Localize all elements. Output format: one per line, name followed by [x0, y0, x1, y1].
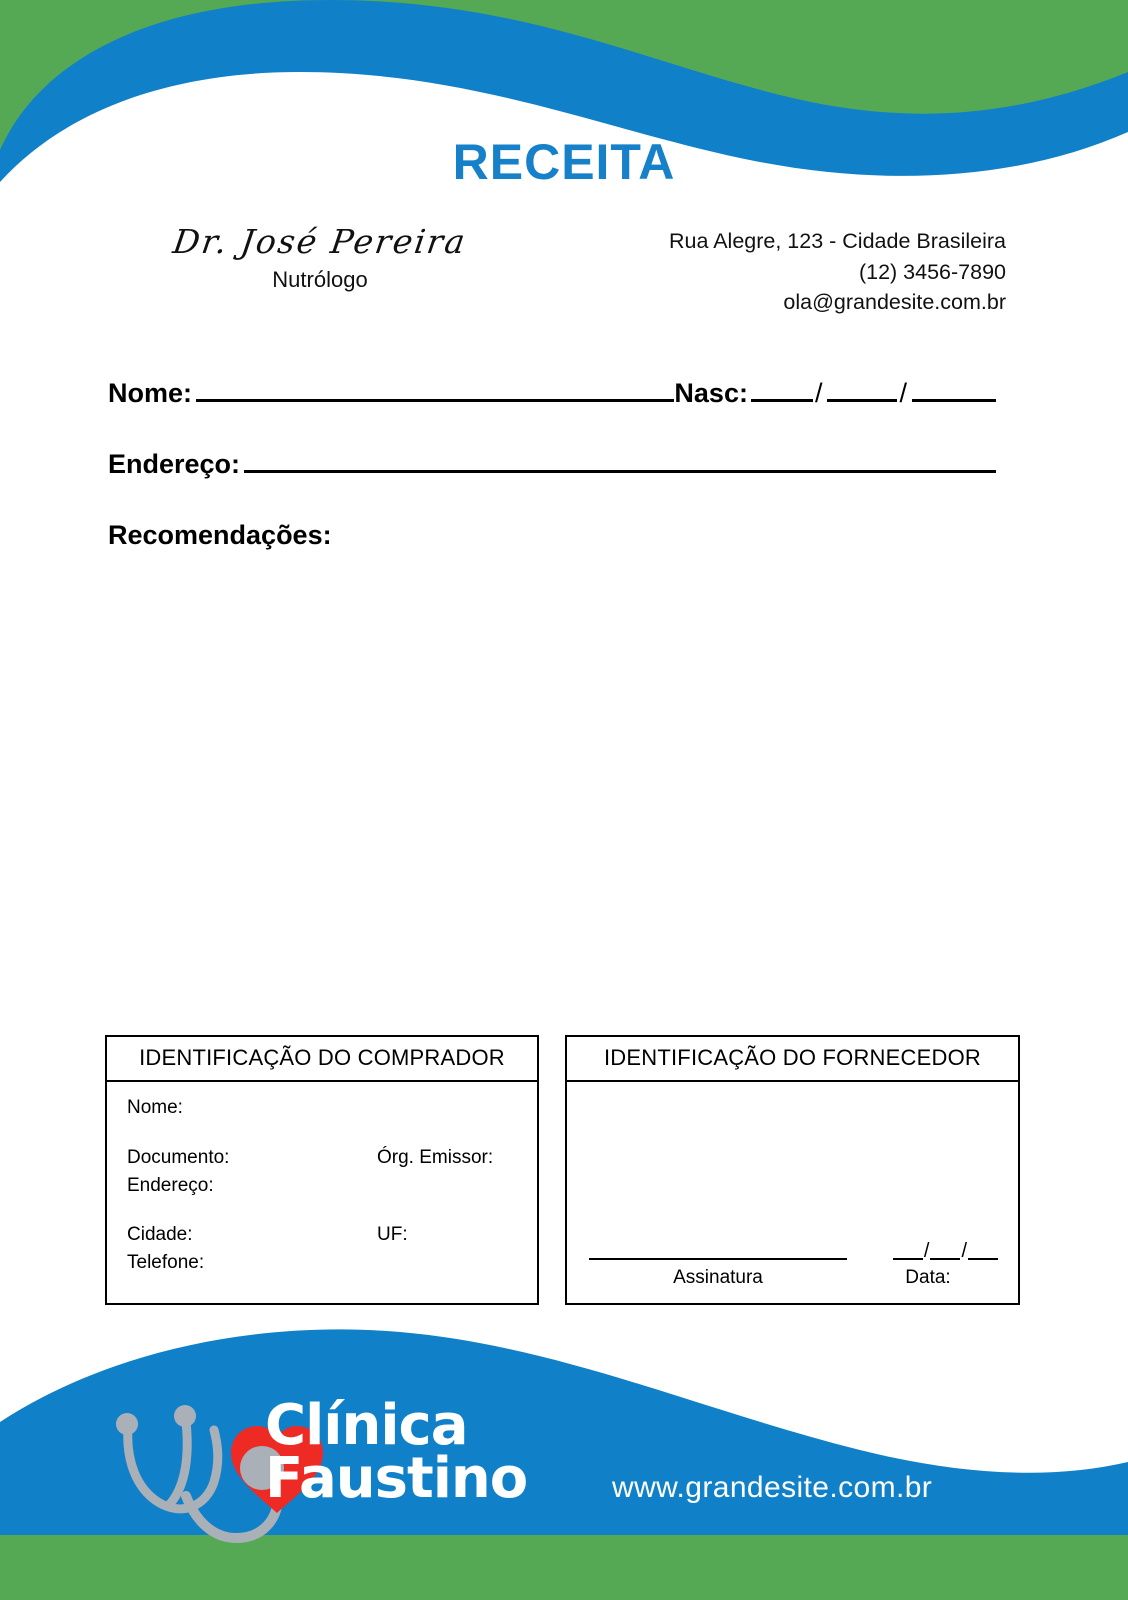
supplier-date-input-group: [893, 1240, 998, 1262]
clinic-logo-line1: Clínica: [265, 1392, 468, 1458]
footer-green-strip: [0, 1535, 1128, 1600]
supplier-date-label: Data:: [905, 1267, 951, 1288]
buyer-issuer-label: Órg. Emissor:: [377, 1146, 494, 1168]
doctor-specialty: Nutrólogo: [272, 267, 368, 292]
supplier-date-separator-1: /: [923, 1240, 930, 1262]
birth-year-input[interactable]: [912, 399, 996, 402]
recommendations-area[interactable]: [108, 551, 996, 981]
birth-separator-2: /: [899, 378, 907, 408]
contact-address: Rua Alegre, 123 - Cidade Brasileira: [668, 229, 1006, 253]
clinic-logo-line2: Faustino: [265, 1445, 528, 1511]
doctor-name: Dr. José Pereira: [170, 222, 470, 261]
supplier-signature-input[interactable]: [589, 1258, 847, 1260]
supplier-signature-labels: [589, 1267, 998, 1289]
website-url[interactable]: www.grandesite.com.br: [612, 1471, 933, 1504]
buyer-name-row[interactable]: [127, 1096, 517, 1120]
buyer-name-label: Nome:: [127, 1097, 183, 1118]
buyer-state-label: UF:: [377, 1224, 408, 1246]
birth-day-input[interactable]: [751, 399, 813, 402]
buyer-city-label: Cidade:: [127, 1224, 193, 1246]
patient-address-label: Endereço:: [108, 449, 241, 479]
birth-separator-1: /: [814, 378, 823, 408]
patient-name-input[interactable]: [196, 399, 674, 402]
patient-name-row: [108, 378, 996, 409]
supplier-date-separator-2: /: [961, 1240, 967, 1262]
contact-email: ola@grandesite.com.br: [783, 290, 1006, 315]
buyer-address-row[interactable]: [127, 1174, 517, 1198]
page-title: RECEITA: [452, 134, 676, 190]
supplier-signature-label: Assinatura: [673, 1267, 763, 1288]
buyer-phone-row[interactable]: [127, 1251, 517, 1275]
buyer-spacer-2: [127, 1201, 517, 1223]
patient-name-label: Nome:: [108, 378, 193, 408]
buyer-box-title: IDENTIFICAÇÃO DO COMPRADOR: [107, 1037, 537, 1082]
footer-wave-svg: [0, 1310, 1128, 1600]
footer-decoration: [0, 1310, 1128, 1600]
supplier-identification-box: [565, 1035, 1020, 1305]
clinic-logo-text: [265, 1392, 528, 1511]
patient-form: [108, 378, 996, 981]
recommendations-label: Recomendações:: [108, 520, 332, 550]
buyer-phone-label: Telefone:: [127, 1252, 205, 1273]
clinic-contact-info: [669, 226, 1006, 318]
supplier-signature-lines: [589, 1240, 998, 1262]
buyer-box-fields: [107, 1082, 537, 1275]
patient-birth-label: Nasc:: [674, 378, 748, 408]
identification-boxes: [105, 1035, 1020, 1305]
supplier-box-title: IDENTIFICAÇÃO DO FORNECEDOR: [567, 1037, 1018, 1082]
supplier-signature-area: [589, 1240, 998, 1289]
buyer-city-row[interactable]: [127, 1223, 517, 1247]
supplier-date-month-input[interactable]: [930, 1258, 960, 1260]
supplier-date-year-input[interactable]: [968, 1258, 998, 1260]
buyer-document-label: Documento:: [127, 1146, 230, 1168]
contact-phone: (12) 3456-7890: [858, 259, 1006, 284]
patient-address-input[interactable]: [244, 470, 996, 473]
doctor-info: [120, 222, 520, 293]
buyer-address-label: Endereço:: [127, 1174, 214, 1196]
buyer-document-row[interactable]: [127, 1146, 517, 1170]
buyer-spacer-1: [127, 1124, 517, 1146]
stethoscope-earpiece-right: [174, 1405, 196, 1427]
buyer-identification-box: [105, 1035, 539, 1305]
patient-address-row: [108, 449, 996, 480]
birth-month-input[interactable]: [827, 399, 897, 402]
supplier-date-day-input[interactable]: [893, 1258, 923, 1260]
stethoscope-earpiece-left: [116, 1413, 138, 1435]
